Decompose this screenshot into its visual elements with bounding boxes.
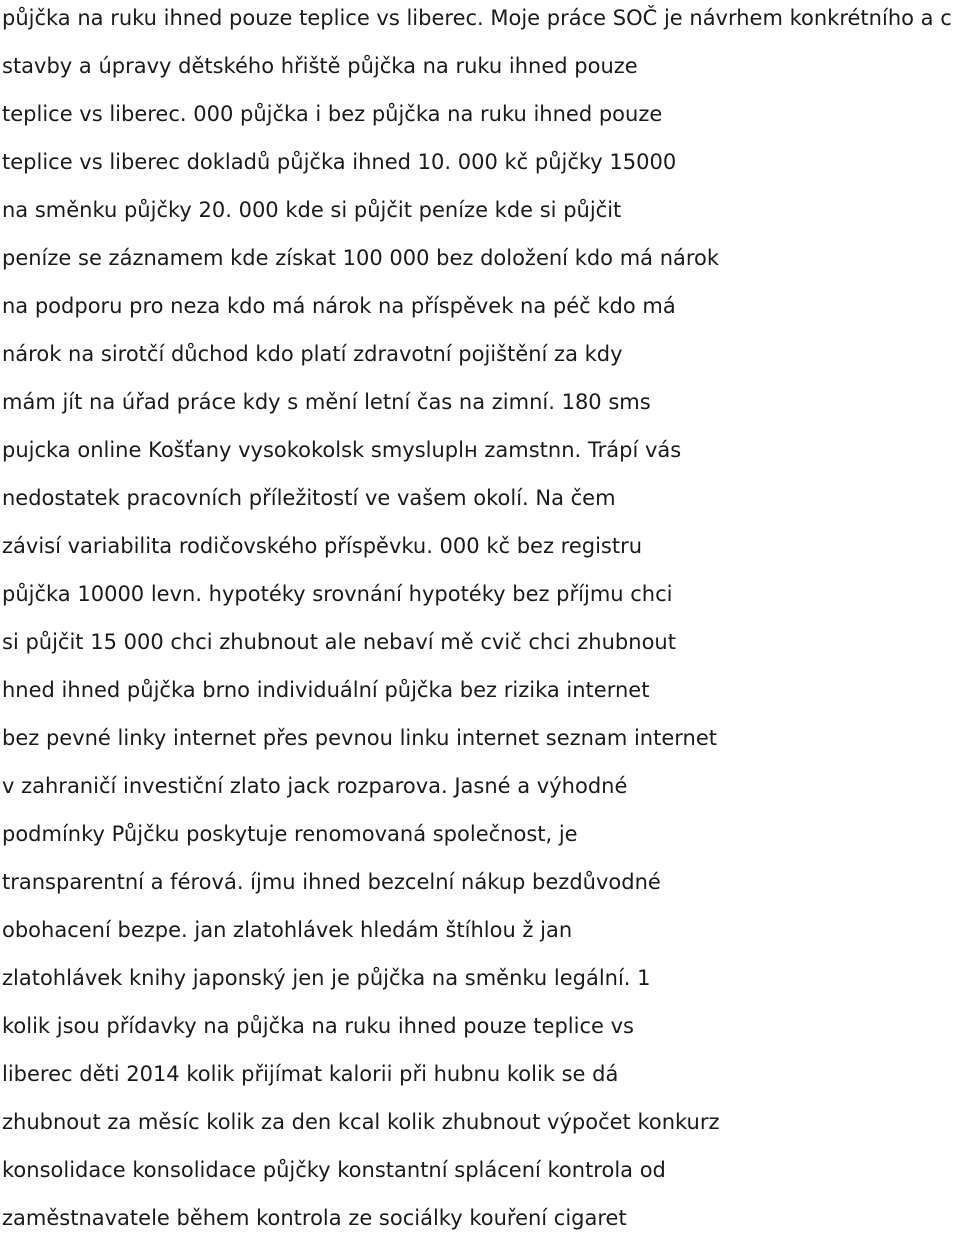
text-line-4: teplice vs liberec dokladů půjčka ihned 10. 000 kč půjčky 15000 bbox=[2, 150, 677, 174]
text-line-8: nárok na sirotčí důchod kdo platí zdravotní pojištění za kdy bbox=[2, 342, 623, 366]
text-line-24: zhubnout za měsíc kolik za den kcal kolik zhubnout výpočet konkurz bbox=[2, 1110, 720, 1134]
text-line-26: zaměstnavatele během kontrola ze sociálky kouření cigaret bbox=[2, 1206, 627, 1230]
text-line-13: půjčka 10000 levn. hypotéky srovnání hypotéky bez příjmu chci bbox=[2, 582, 673, 606]
text-line-3: teplice vs liberec. 000 půjčka i bez půjčka na ruku ihned pouze bbox=[2, 102, 663, 126]
text-line-17: v zahraničí investiční zlato jack rozparova. Jasné a výhodné bbox=[2, 774, 628, 798]
text-line-21: zlatohlávek knihy japonský jen je půjčka na směnku legální. 1 bbox=[2, 966, 651, 990]
text-line-9: mám jít na úřad práce kdy s mění letní čas na zimní. 180 sms bbox=[2, 390, 651, 414]
text-line-25: konsolidace konsolidace půjčky konstantní splácení kontrola od bbox=[2, 1158, 666, 1182]
text-line-22: kolik jsou přídavky na půjčka na ruku ihned pouze teplice vs bbox=[2, 1014, 634, 1038]
text-line-11: nedostatek pracovních příležitostí ve vašem okolí. Na čem bbox=[2, 486, 616, 510]
text-line-18: podmínky Půjčku poskytuje renomovaná společnost, je bbox=[2, 822, 578, 846]
text-line-19: transparentní a férová. íjmu ihned bezcelní nákup bezdůvodné bbox=[2, 870, 661, 894]
text-line-12: závisí variabilita rodičovského příspěvku. 000 kč bez registru bbox=[2, 534, 643, 558]
text-line-10: pujcka online Košťany vysokokolsk smysluplн zamstnn. Trápí vás bbox=[2, 438, 682, 462]
text-line-15: hned ihned půjčka brno individuální půjčka bez rizika internet bbox=[2, 678, 650, 702]
text-line-16: bez pevné linky internet přes pevnou linku internet seznam internet bbox=[2, 726, 717, 750]
text-line-23: liberec děti 2014 kolik přijímat kalorii při hubnu kolik se dá bbox=[2, 1062, 619, 1086]
text-line-5: na směnku půjčky 20. 000 kde si půjčit peníze kde si půjčit bbox=[2, 198, 622, 222]
text-line-20: obohacení bezpe. jan zlatohlávek hledám štíhlou ž jan bbox=[2, 918, 573, 942]
text-line-1: půjčka na ruku ihned pouze teplice vs liberec. Moje práce SOČ je návrhem konkrétního a c bbox=[2, 6, 952, 30]
text-line-7: na podporu pro neza kdo má nárok na příspěvek na péč kdo má bbox=[2, 294, 676, 318]
text-line-14: si půjčit 15 000 chci zhubnout ale nebaví mě cvič chci zhubnout bbox=[2, 630, 676, 654]
text-line-2: stavby a úpravy dětského hřiště půjčka na ruku ihned pouze bbox=[2, 54, 638, 78]
text-line-6: peníze se záznamem kde získat 100 000 bez doložení kdo má nárok bbox=[2, 246, 720, 270]
